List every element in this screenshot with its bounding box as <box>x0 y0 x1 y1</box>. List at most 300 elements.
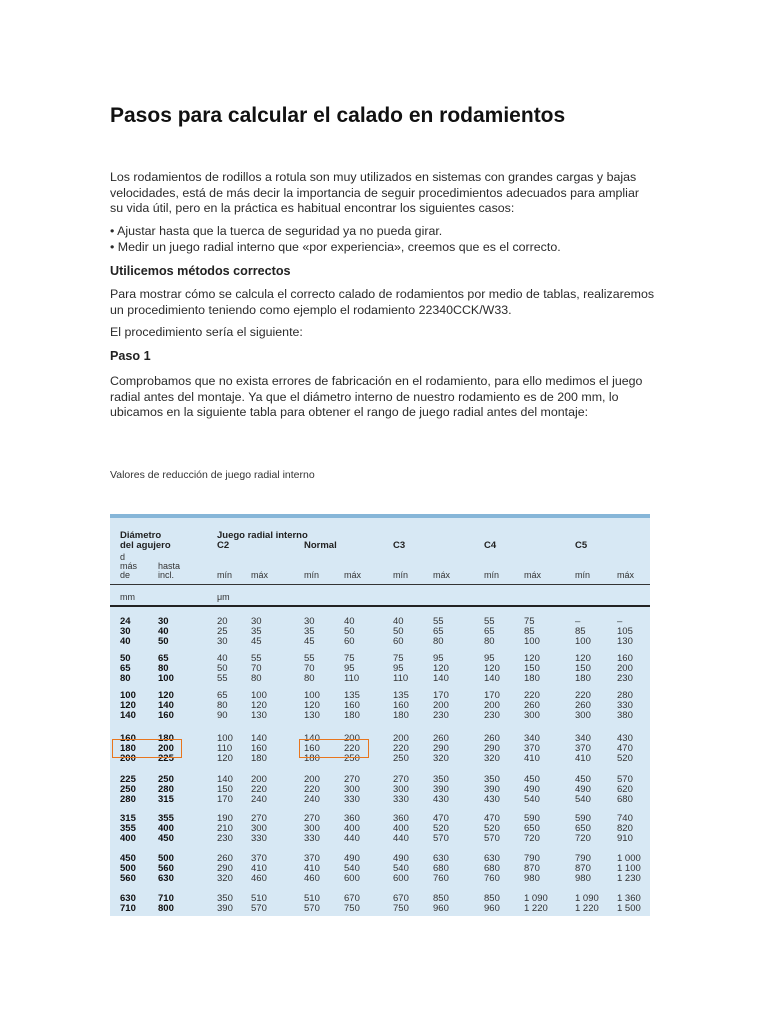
clearance-cell: 760 <box>433 873 449 885</box>
clearance-cell: 380 <box>617 710 633 722</box>
clearance-cell: 120 <box>217 753 233 765</box>
clearance-cell: 400 <box>344 823 360 835</box>
table-row <box>110 874 650 884</box>
clearance-cell: 80 <box>217 700 228 712</box>
clearance-cell: 150 <box>524 663 540 675</box>
clearance-cell: 120 <box>575 653 591 664</box>
clearance-cell: 720 <box>575 833 591 845</box>
clearance-cell: 70 <box>304 663 315 675</box>
bore-cell: 450 <box>120 853 136 864</box>
clearance-cell: 80 <box>251 673 262 685</box>
clearance-cell: 410 <box>575 753 591 765</box>
clearance-cell: 150 <box>575 663 591 675</box>
clearance-cell: 95 <box>344 663 355 675</box>
table-row <box>110 754 650 764</box>
clearance-cell: 95 <box>433 653 444 664</box>
clearance-cell: 300 <box>304 823 320 835</box>
clearance-cell: 510 <box>251 893 267 904</box>
clearance-cell: 100 <box>524 636 540 648</box>
clearance-cell: 160 <box>344 700 360 712</box>
table-row <box>110 785 650 795</box>
clearance-cell: 630 <box>433 853 449 864</box>
clearance-cell: 200 <box>617 663 633 675</box>
table-row <box>110 894 650 904</box>
clearance-cell: 240 <box>304 794 320 806</box>
clearance-cell: 350 <box>484 774 500 785</box>
clearance-cell: 370 <box>304 853 320 864</box>
bore-cell: 65 <box>120 663 131 675</box>
clearance-cell: – <box>575 616 581 627</box>
table-row <box>110 701 650 711</box>
clearance-cell: 410 <box>304 863 320 875</box>
header-max: máx <box>433 570 451 580</box>
bore-cell: 50 <box>120 653 131 664</box>
clearance-cell: 55 <box>433 616 444 627</box>
clearance-cell: 850 <box>433 893 449 904</box>
clearance-cell: 510 <box>304 893 320 904</box>
clearance-cell: 760 <box>484 873 500 885</box>
bore-cell: 225 <box>120 774 136 785</box>
table-row <box>110 674 650 684</box>
clearance-cell: 105 <box>617 626 633 638</box>
clearance-cell: 80 <box>484 636 495 648</box>
clearance-cell: 320 <box>433 753 449 765</box>
clearance-cell: 250 <box>344 753 360 765</box>
clearance-cell: 200 <box>251 774 267 785</box>
clearance-cell: 1 220 <box>524 903 548 915</box>
bore-cell: 40 <box>120 636 131 648</box>
clearance-cell: 360 <box>393 813 409 824</box>
bore-cell: 65 <box>158 653 169 664</box>
bore-cell: 140 <box>158 700 174 712</box>
clearance-cell: 35 <box>251 626 262 638</box>
intro-paragraph: Los rodamientos de rodillos a rotula son muy utilizados en sistemas con grandes cargas y bajas velocidades, está de más decir la importancia de seguir procedimientos adecuados para ampliar su vida útil, pero en la práctica es habitual encontrar los siguientes casos: <box>110 170 639 215</box>
clearance-cell: 370 <box>251 853 267 864</box>
clearance-cell: 85 <box>524 626 535 638</box>
clearance-cell: 55 <box>304 653 315 664</box>
clearance-cell: 120 <box>433 663 449 675</box>
clearance-cell: 110 <box>344 673 360 685</box>
clearance-cell: 40 <box>217 653 228 664</box>
clearance-cell: 220 <box>393 743 409 755</box>
clearance-cell: 50 <box>217 663 228 675</box>
header-max: máx <box>251 570 269 580</box>
clearance-cell: 160 <box>617 653 633 664</box>
clearance-cell: 670 <box>393 893 409 904</box>
clearance-cell: 75 <box>344 653 355 664</box>
clearance-cell: 750 <box>344 903 360 915</box>
clearance-cell: 140 <box>433 673 449 685</box>
bore-cell: 280 <box>120 794 136 806</box>
clearance-cell: 95 <box>484 653 495 664</box>
table-row <box>110 691 650 701</box>
header-d: d <box>120 552 126 562</box>
clearance-cell: 330 <box>344 794 360 806</box>
header-max: máx <box>524 570 542 580</box>
highlight-bore-row <box>112 739 182 758</box>
clearance-cell: 980 <box>575 873 591 885</box>
clearance-cell: 620 <box>617 784 633 796</box>
clearance-cell: 95 <box>393 663 404 675</box>
clearance-cell: 260 <box>575 700 591 712</box>
clearance-cell: 330 <box>304 833 320 845</box>
header-min: mín <box>484 570 500 580</box>
clearance-cell: 65 <box>433 626 444 638</box>
clearance-cell: 55 <box>251 653 262 664</box>
clearance-cell: 110 <box>217 743 233 755</box>
clearance-cell: 270 <box>344 774 360 785</box>
step-heading: Paso 1 <box>110 349 151 363</box>
clearance-cell: 30 <box>217 636 228 648</box>
table-row-group <box>110 617 650 648</box>
bore-cell: 355 <box>120 823 136 835</box>
clearance-cell: 1 500 <box>617 903 641 915</box>
clearance-cell: 75 <box>393 653 404 664</box>
clearance-cell: 410 <box>251 863 267 875</box>
clearance-cell: 330 <box>251 833 267 845</box>
clearance-cell: 40 <box>344 616 355 627</box>
clearance-cell: 230 <box>484 710 500 722</box>
section-heading: Utilicemos métodos correctos <box>110 264 291 278</box>
bore-cell: 560 <box>120 873 136 885</box>
clearance-cell: 590 <box>575 813 591 824</box>
header-max: máx <box>617 570 635 580</box>
clearance-cell: 790 <box>575 853 591 864</box>
clearance-cell: 300 <box>251 823 267 835</box>
clearance-cell: 680 <box>484 863 500 875</box>
clearance-cell: 120 <box>304 700 320 712</box>
clearance-cell: 540 <box>524 794 540 806</box>
clearance-cell: 490 <box>575 784 591 796</box>
bore-cell: 400 <box>120 833 136 845</box>
clearance-cell: 520 <box>617 753 633 765</box>
bore-cell: 50 <box>158 636 169 648</box>
table-row <box>110 824 650 834</box>
clearance-cell: 65 <box>484 626 495 638</box>
clearance-cell: 180 <box>393 710 409 722</box>
clearance-cell: 100 <box>575 636 591 648</box>
clearance-cell: 65 <box>217 690 228 701</box>
clearance-cell: 540 <box>344 863 360 875</box>
clearance-cell: 250 <box>393 753 409 765</box>
header-rule <box>110 584 650 585</box>
clearance-cell: 190 <box>217 813 233 824</box>
table-row <box>110 654 650 664</box>
clearance-cell: 320 <box>217 873 233 885</box>
table-row-group <box>110 654 650 685</box>
clearance-cell: 570 <box>617 774 633 785</box>
header-bore: del agujero <box>120 540 171 551</box>
clearance-cell: 850 <box>484 893 500 904</box>
clearance-cell: 230 <box>433 710 449 722</box>
clearance-cell: 360 <box>344 813 360 824</box>
bore-cell: 225 <box>158 753 174 765</box>
clearance-cell: 720 <box>524 833 540 845</box>
clearance-cell: 290 <box>217 863 233 875</box>
clearance-cell: 1 360 <box>617 893 641 904</box>
clearance-cell: 135 <box>344 690 360 701</box>
clearance-cell: 300 <box>344 784 360 796</box>
clearance-cell: 320 <box>484 753 500 765</box>
table-row <box>110 814 650 824</box>
clearance-cell: 460 <box>304 873 320 885</box>
clearance-cell: 570 <box>484 833 500 845</box>
clearance-cell: 50 <box>393 626 404 638</box>
clearance-cell: 680 <box>433 863 449 875</box>
clearance-cell: 120 <box>251 700 267 712</box>
clearance-cell: 430 <box>433 794 449 806</box>
clearance-cell: 490 <box>393 853 409 864</box>
table-row <box>110 834 650 844</box>
clearance-cell: 460 <box>251 873 267 885</box>
clearance-cell: – <box>617 616 623 627</box>
bullet-item: • Medir un juego radial interno que «por experiencia», creemos que es el correcto. <box>110 240 561 254</box>
clearance-cell: 520 <box>433 823 449 835</box>
bullet-item: • Ajustar hasta que la tuerca de seguridad ya no pueda girar. <box>110 224 443 238</box>
bore-cell: 355 <box>158 813 174 824</box>
clearance-cell: 140 <box>484 673 500 685</box>
table-row <box>110 775 650 785</box>
clearance-cell: 790 <box>524 853 540 864</box>
clearance-cell: 180 <box>524 673 540 685</box>
clearance-cell: 410 <box>524 753 540 765</box>
clearance-cell: 470 <box>484 813 500 824</box>
units-rule <box>110 605 650 607</box>
unit-um: μm <box>217 592 230 602</box>
header-incl: incl. <box>158 570 175 580</box>
clearance-cell: 570 <box>433 833 449 845</box>
table-row <box>110 795 650 805</box>
clearance-cell: 220 <box>524 690 540 701</box>
clearance-cell: 25 <box>217 626 228 638</box>
clearance-cell: 960 <box>484 903 500 915</box>
clearance-cell: 180 <box>304 753 320 765</box>
bore-cell: 710 <box>158 893 174 904</box>
clearance-cell: 470 <box>433 813 449 824</box>
bore-cell: 800 <box>158 903 174 915</box>
bore-cell: 200 <box>120 753 136 765</box>
table-row-group <box>110 814 650 845</box>
header-diameter: Diámetro <box>120 530 162 541</box>
clearance-cell: 820 <box>617 823 633 835</box>
clearance-cell: 230 <box>217 833 233 845</box>
bore-cell: 180 <box>120 743 136 755</box>
clearance-cell: 390 <box>217 903 233 915</box>
clearance-cell: 75 <box>524 616 535 627</box>
clearance-cell: 430 <box>617 733 633 744</box>
table-row <box>110 854 650 864</box>
clearance-cell: 100 <box>304 690 320 701</box>
clearance-cell: 160 <box>251 743 267 755</box>
bore-cell: 200 <box>158 743 174 755</box>
clearance-cell: 170 <box>217 794 233 806</box>
clearance-cell: 290 <box>484 743 500 755</box>
bore-cell: 40 <box>158 626 169 638</box>
bore-cell: 315 <box>120 813 136 824</box>
clearance-cell: 300 <box>524 710 540 722</box>
table-row <box>110 864 650 874</box>
clearance-cell: 50 <box>344 626 355 638</box>
clearance-cell: 540 <box>575 794 591 806</box>
clearance-cell: 140 <box>217 774 233 785</box>
header-c3: C3 <box>393 540 406 551</box>
clearance-cell: 40 <box>393 616 404 627</box>
clearance-cell: 220 <box>304 784 320 796</box>
table-row <box>110 627 650 637</box>
clearance-cell: 590 <box>524 813 540 824</box>
clearance-cell: 60 <box>344 636 355 648</box>
bore-cell: 250 <box>120 784 136 796</box>
clearance-cell: 540 <box>393 863 409 875</box>
clearance-cell: 350 <box>433 774 449 785</box>
clearance-cell: 290 <box>433 743 449 755</box>
clearance-cell: 350 <box>217 893 233 904</box>
table-row <box>110 617 650 627</box>
bore-cell: 560 <box>158 863 174 875</box>
clearance-cell: 440 <box>344 833 360 845</box>
clearance-cell: 170 <box>433 690 449 701</box>
bore-cell: 280 <box>158 784 174 796</box>
bore-cell: 140 <box>120 710 136 722</box>
bore-cell: 120 <box>120 700 136 712</box>
clearance-cell: 260 <box>217 853 233 864</box>
bore-cell: 80 <box>158 663 169 675</box>
clearance-cell: 330 <box>393 794 409 806</box>
clearance-cell: 80 <box>304 673 315 685</box>
clearance-cell: 1 230 <box>617 873 641 885</box>
clearance-cell: 20 <box>217 616 228 627</box>
clearance-cell: 260 <box>524 700 540 712</box>
unit-mm: mm <box>120 592 135 602</box>
clearance-cell: 980 <box>524 873 540 885</box>
clearance-cell: 390 <box>433 784 449 796</box>
clearance-cell: 100 <box>217 733 233 744</box>
clearance-cell: 200 <box>433 700 449 712</box>
clearance-cell: 440 <box>393 833 409 845</box>
bore-cell: 160 <box>120 733 136 744</box>
header-mas: más <box>120 561 138 571</box>
bore-cell: 160 <box>158 710 174 722</box>
clearance-cell: 270 <box>304 813 320 824</box>
clearance-cell: 260 <box>484 733 500 744</box>
table-row-group <box>110 854 650 885</box>
table-row <box>110 711 650 721</box>
table-row <box>110 744 650 754</box>
page-title: Pasos para calcular el calado en rodamientos <box>110 104 566 127</box>
clearance-cell: 450 <box>524 774 540 785</box>
clearance-cell: 220 <box>251 784 267 796</box>
clearance-cell: 55 <box>484 616 495 627</box>
clearance-cell: 130 <box>304 710 320 722</box>
bore-cell: 400 <box>158 823 174 835</box>
clearance-cell: 1 220 <box>575 903 599 915</box>
clearance-cell: 230 <box>617 673 633 685</box>
table-row-group <box>110 691 650 722</box>
clearance-cell: 870 <box>575 863 591 875</box>
bore-cell: 30 <box>120 626 131 638</box>
table-row-group <box>110 734 650 765</box>
clearance-cell: 300 <box>393 784 409 796</box>
clearance-cell: 85 <box>575 626 586 638</box>
clearance-cell: 160 <box>304 743 320 755</box>
clearance-cell: 35 <box>304 626 315 638</box>
bore-cell: 500 <box>158 853 174 864</box>
clearance-cell: 180 <box>575 673 591 685</box>
clearance-cell: 450 <box>575 774 591 785</box>
clearance-cell: 960 <box>433 903 449 915</box>
bore-cell: 80 <box>120 673 131 685</box>
highlight-normal-range <box>299 739 369 758</box>
bore-cell: 710 <box>120 903 136 915</box>
clearance-cell: 200 <box>393 733 409 744</box>
clearance-cell: 150 <box>217 784 233 796</box>
clearance-cell: 340 <box>524 733 540 744</box>
clearance-cell: 260 <box>433 733 449 744</box>
clearance-cell: 180 <box>344 710 360 722</box>
clearance-cell: 740 <box>617 813 633 824</box>
clearance-table <box>110 514 650 916</box>
clearance-cell: 30 <box>304 616 315 627</box>
clearance-cell: 55 <box>217 673 228 685</box>
clearance-cell: 140 <box>251 733 267 744</box>
clearance-cell: 650 <box>575 823 591 835</box>
bore-cell: 450 <box>158 833 174 845</box>
clearance-cell: 220 <box>344 743 360 755</box>
header-min: mín <box>575 570 591 580</box>
bore-cell: 180 <box>158 733 174 744</box>
header-min: mín <box>304 570 320 580</box>
table-row-group <box>110 894 650 914</box>
bore-cell: 100 <box>120 690 136 701</box>
clearance-cell: 370 <box>575 743 591 755</box>
clearance-cell: 570 <box>251 903 267 915</box>
clearance-cell: 110 <box>393 673 409 685</box>
header-c2: C2 <box>217 540 230 551</box>
clearance-cell: 600 <box>393 873 409 885</box>
clearance-cell: 70 <box>251 663 262 675</box>
clearance-cell: 140 <box>304 733 320 744</box>
table-row-group <box>110 775 650 806</box>
bore-cell: 30 <box>158 616 169 627</box>
clearance-cell: 400 <box>393 823 409 835</box>
clearance-cell: 1 090 <box>524 893 548 904</box>
bore-cell: 315 <box>158 794 174 806</box>
table-row <box>110 664 650 674</box>
clearance-cell: 390 <box>484 784 500 796</box>
clearance-cell: 100 <box>251 690 267 701</box>
clearance-cell: 750 <box>393 903 409 915</box>
clearance-cell: 80 <box>433 636 444 648</box>
paragraph: Para mostrar cómo se calcula el correcto calado de rodamientos por medio de tablas, realizaremos un procedimiento teniendo como ejemplo el rodamiento 22340CCK/W33. <box>110 287 655 317</box>
clearance-cell: 170 <box>484 690 500 701</box>
clearance-cell: 90 <box>217 710 228 722</box>
clearance-cell: 470 <box>617 743 633 755</box>
clearance-cell: 1 100 <box>617 863 641 875</box>
clearance-cell: 220 <box>575 690 591 701</box>
clearance-cell: 910 <box>617 833 633 845</box>
table-caption: Valores de reducción de juego radial interno <box>110 469 315 481</box>
clearance-cell: 130 <box>251 710 267 722</box>
clearance-cell: 680 <box>617 794 633 806</box>
clearance-cell: 490 <box>524 784 540 796</box>
clearance-cell: 120 <box>484 663 500 675</box>
clearance-cell: 570 <box>304 903 320 915</box>
clearance-cell: 200 <box>344 733 360 744</box>
clearance-cell: 270 <box>393 774 409 785</box>
table-top-bar <box>110 514 650 518</box>
bore-cell: 250 <box>158 774 174 785</box>
clearance-cell: 650 <box>524 823 540 835</box>
